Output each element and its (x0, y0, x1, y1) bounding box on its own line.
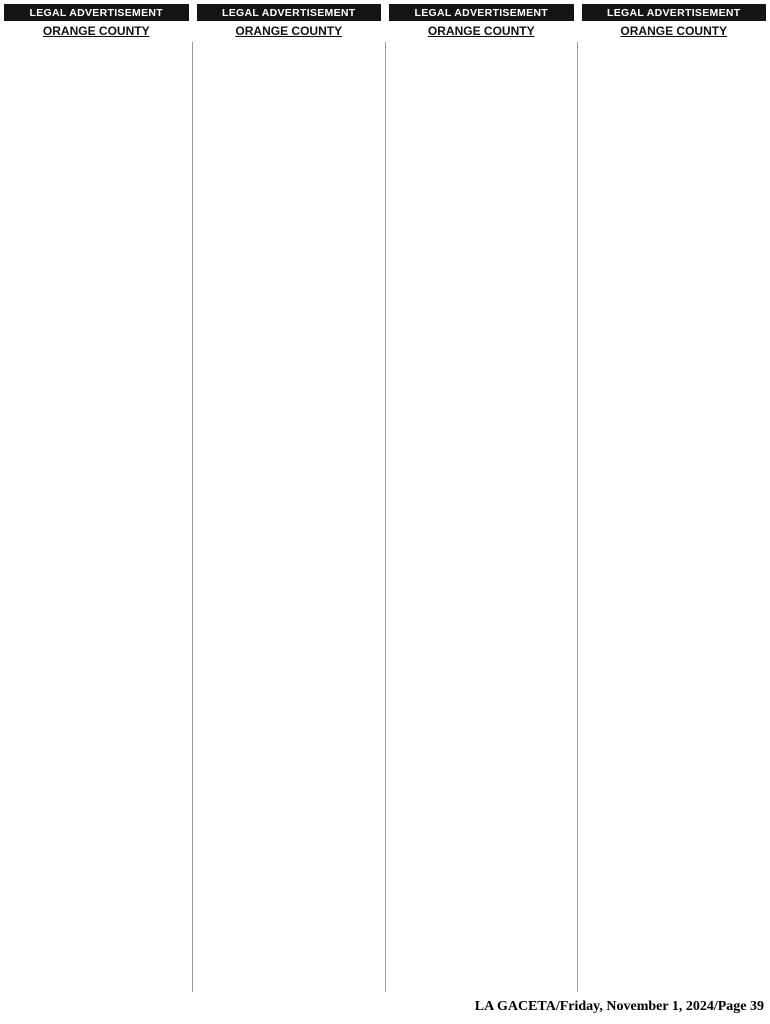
issue-date: /Friday, November 1, 2024/ (555, 999, 718, 1014)
legal-column-3 (389, 4, 574, 992)
page-footer-masthead (475, 996, 764, 1018)
legal-columns (4, 4, 766, 992)
legal-notice-body (582, 43, 767, 992)
page-number: Page 39 (717, 999, 764, 1014)
legal-column-2 (197, 4, 382, 992)
legal-column-4 (582, 4, 767, 992)
county-heading: ORANGE COUNTY (42, 24, 150, 38)
legal-notice-body (197, 43, 382, 992)
newspaper-page (4, 4, 766, 1020)
legal-advertisement-banner: LEGAL ADVERTISEMENT (197, 4, 382, 21)
county-heading: ORANGE COUNTY (235, 24, 343, 38)
county-heading: ORANGE COUNTY (427, 24, 535, 38)
legal-advertisement-banner: LEGAL ADVERTISEMENT (582, 4, 767, 21)
legal-advertisement-banner: LEGAL ADVERTISEMENT (4, 4, 189, 21)
publication-name: LA GACETA (474, 999, 556, 1014)
county-heading: ORANGE COUNTY (620, 24, 728, 38)
legal-advertisement-banner: LEGAL ADVERTISEMENT (389, 4, 574, 21)
legal-notice-body (389, 43, 574, 992)
legal-notice-body (4, 43, 189, 992)
legal-column-1 (4, 4, 189, 992)
